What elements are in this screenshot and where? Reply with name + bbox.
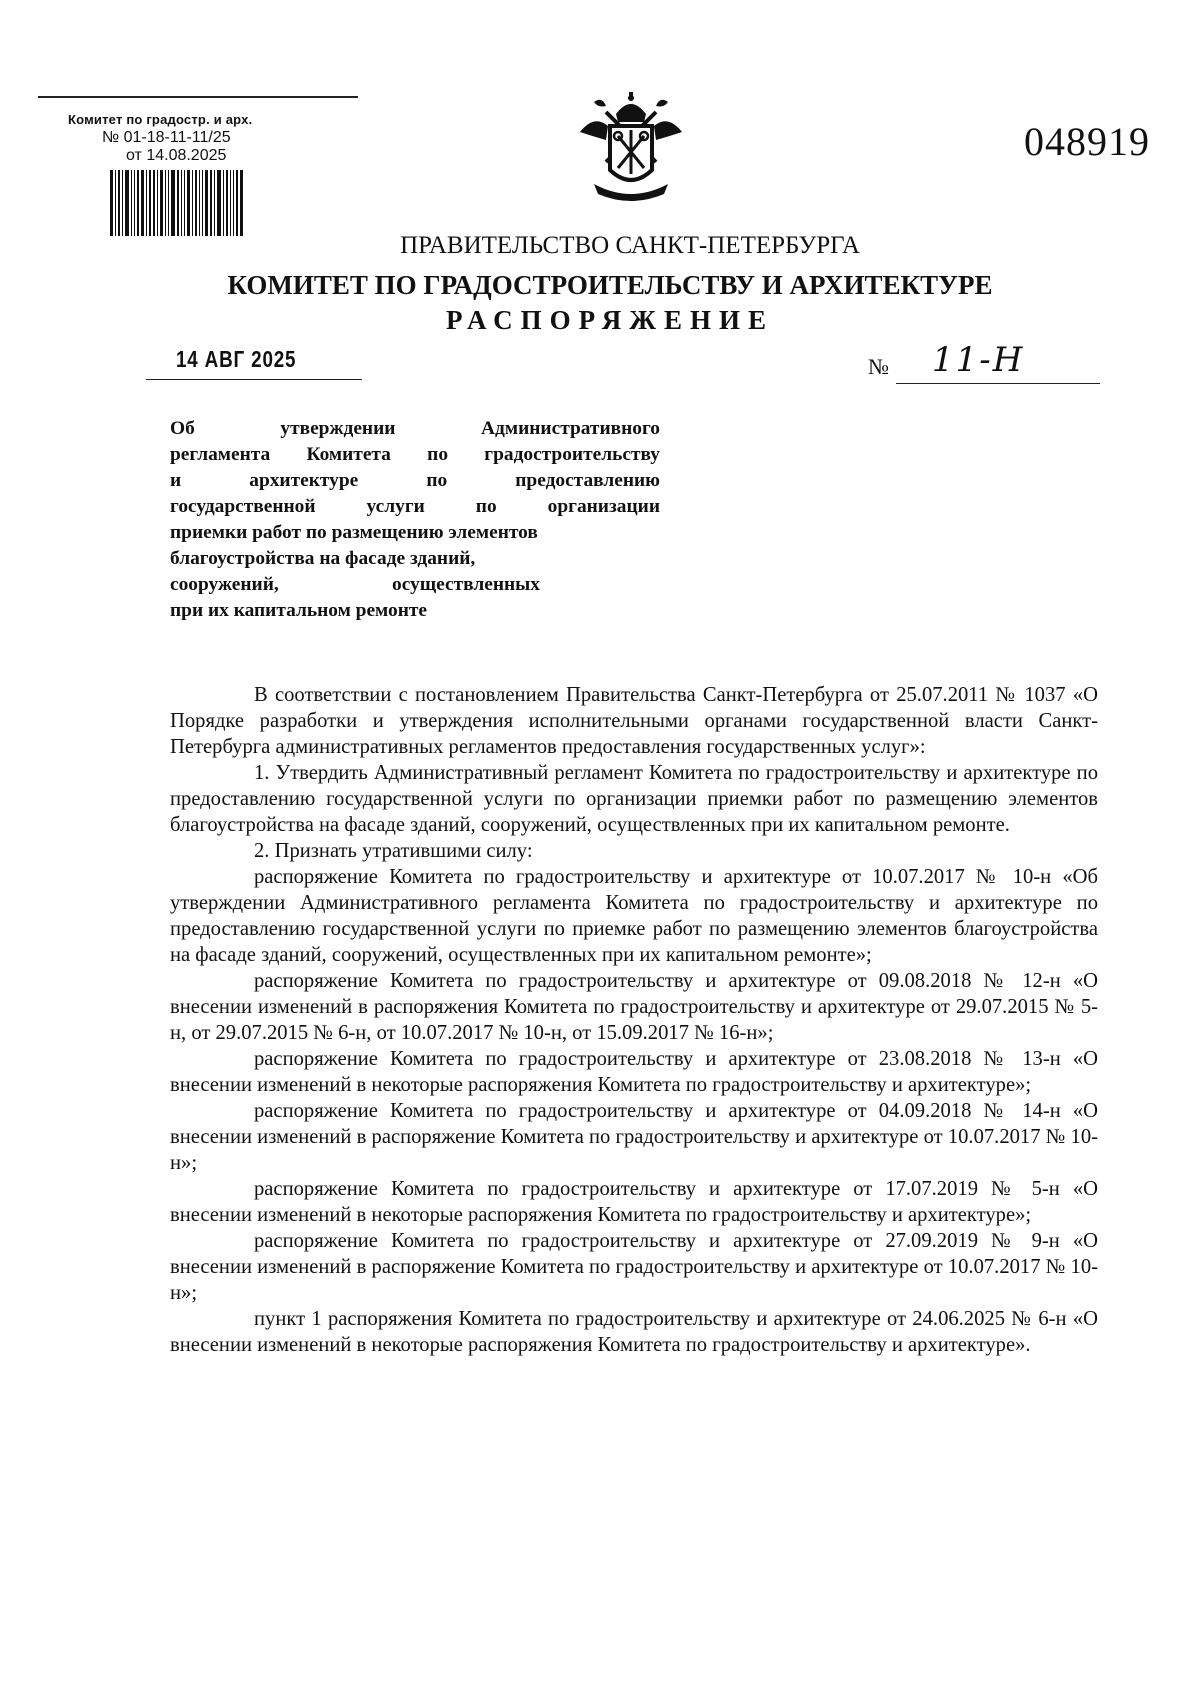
item-2-paragraph: 2. Признать утратившими силу: (254, 840, 533, 862)
barcode-bar (230, 170, 231, 236)
barcode-bar (233, 170, 234, 236)
document-number: 048919 (1024, 119, 1150, 164)
title-line: приемки работ по размещению элементов (170, 522, 538, 543)
title-line: сооружений, осуществленных (170, 574, 540, 595)
barcode-bar (157, 170, 158, 236)
barcode-bar (171, 170, 175, 236)
barcode-bar (226, 170, 228, 236)
barcode-bar (137, 170, 139, 236)
barcode-bar (187, 170, 190, 236)
doc-type-heading: РАСПОРЯЖЕНИЕ (445, 305, 775, 335)
revoked-item: распоряжение Комитета по градостроительству и архитектуре от 10.07.2017 № 10-н «Об утверждении Административного регламента Комитета по градостроительству и архитектуре по предоставлению государственной услуги по приемке работ по размещению элементов благоустройства на фасаде зданий, сооружений, осуществленных при их капитальном ремонте»; (170, 866, 1098, 966)
barcode-bar (115, 170, 116, 236)
barcode-bar (192, 170, 193, 236)
stamp-reg-number: № 01-18-11-11/25 (102, 129, 231, 146)
barcode (110, 170, 280, 236)
barcode-bar (223, 170, 224, 236)
barcode-bar (153, 170, 155, 236)
order-number-value: 11-Н (932, 340, 1025, 380)
barcode-bar (202, 170, 203, 236)
barcode-bar (125, 170, 129, 236)
order-number-label: № (868, 354, 889, 379)
revoked-item: распоряжение Комитета по градостроительству и архитектуре от 09.08.2018 № 12-н «О внесении изменений в распоряжения Комитета по градостроительству и архитектуре от 29.07.2015 № 5-н, от 29.07.2015 № 6-н, от 10.07.2017 № 10-н, от 15.09.2017 № 16-н»; (170, 970, 1098, 1044)
revoked-item: распоряжение Комитета по градостроительству и архитектуре от 27.09.2019 № 9-н «О внесении изменений в распоряжение Комитета по градостроительству и архитектуре от 10.07.2017 № 10-н»; (170, 1230, 1098, 1304)
revoked-item: распоряжение Комитета по градостроительству и архитектуре от 17.07.2019 № 5-н «О внесении изменений в некоторые распоряжения Комитета по градостроительству и архитектуре»; (170, 1178, 1098, 1226)
barcode-bar (177, 170, 179, 236)
date-underline (146, 379, 362, 380)
barcode-bar (165, 170, 166, 236)
stamp-committee: Комитет по градостр. и арх. (68, 112, 253, 127)
barcode-bar (149, 170, 151, 236)
item-1-paragraph: 1. Утвердить Административный регламент Комитета по градостроительству и архитектуре по предоставлению государственной услуги по организации приемки работ по размещению элементов благоустройства на фасаде зданий, сооружений, осуществленных при их капитальном ремонте. (170, 762, 1098, 836)
barcode-bar (134, 170, 135, 236)
coat-of-arms-icon (576, 92, 686, 204)
title-line: благоустройства на фасаде зданий, (170, 548, 476, 569)
barcode-bar (118, 170, 120, 236)
government-heading: ПРАВИТЕЛЬСТВО САНКТ-ПЕТЕРБУРГА (400, 232, 860, 259)
revoked-item: распоряжение Комитета по градостроительству и архитектуре от 23.08.2018 № 13-н «О внесении изменений в некоторые распоряжения Комитета по градостроительству и архитектуре»; (170, 1048, 1098, 1096)
barcode-bar (214, 170, 215, 236)
barcode-bar (205, 170, 208, 236)
barcode-bar (199, 170, 200, 236)
date-stamp: 14 АВГ 2025 (176, 346, 297, 372)
barcode-bar (122, 170, 123, 236)
barcode-bar (236, 170, 238, 236)
committee-heading: КОМИТЕТ ПО ГРАДОСТРОИТЕЛЬСТВУ И АРХИТЕКТУРЕ (227, 270, 993, 300)
stamp-reg-date: от 14.08.2025 (126, 147, 227, 164)
registration-stamp (68, 112, 308, 165)
barcode-bar (184, 170, 185, 236)
barcode-bar (146, 170, 147, 236)
barcode-bar (131, 170, 132, 236)
barcode-bar (181, 170, 182, 236)
barcode-bar (110, 170, 113, 236)
stamp-top-rule (38, 96, 358, 98)
document-title (170, 416, 660, 624)
barcode-bar (141, 170, 144, 236)
barcode-bar (168, 170, 169, 236)
order-number-underline (896, 383, 1100, 384)
document-body (170, 682, 1098, 1358)
title-line: при их капитальном ремонте (170, 600, 428, 621)
title-line: и архитектуре по предоставлению (170, 470, 660, 491)
title-line: государственной услуги по организации (170, 496, 660, 517)
barcode-bar (217, 170, 221, 236)
title-line: Об утверждении Административного (170, 418, 660, 439)
barcode-bar (195, 170, 197, 236)
title-line: регламента Комитета по градостроительству (170, 444, 660, 465)
barcode-bar (160, 170, 163, 236)
preamble-paragraph: В соответствии с постановлением Правительства Санкт-Петербурга от 25.07.2011 № 1037 «О Порядке разработки и утверждения исполнительными органами государственной власти Санкт-Петербурга административных регламентов предоставления государственных услуг»: (170, 684, 1098, 758)
barcode-bar (240, 170, 243, 236)
revoked-item: пункт 1 распоряжения Комитета по градостроительству и архитектуре от 24.06.2025 № 6-н «О внесении изменений в некоторые распоряжения Комитета по градостроительству и архитектуре». (170, 1308, 1098, 1356)
revoked-item: распоряжение Комитета по градостроительству и архитектуре от 04.09.2018 № 14-н «О внесении изменений в распоряжение Комитета по градостроительству и архитектуре от 10.07.2017 № 10-н»; (170, 1100, 1098, 1174)
barcode-bar (210, 170, 212, 236)
